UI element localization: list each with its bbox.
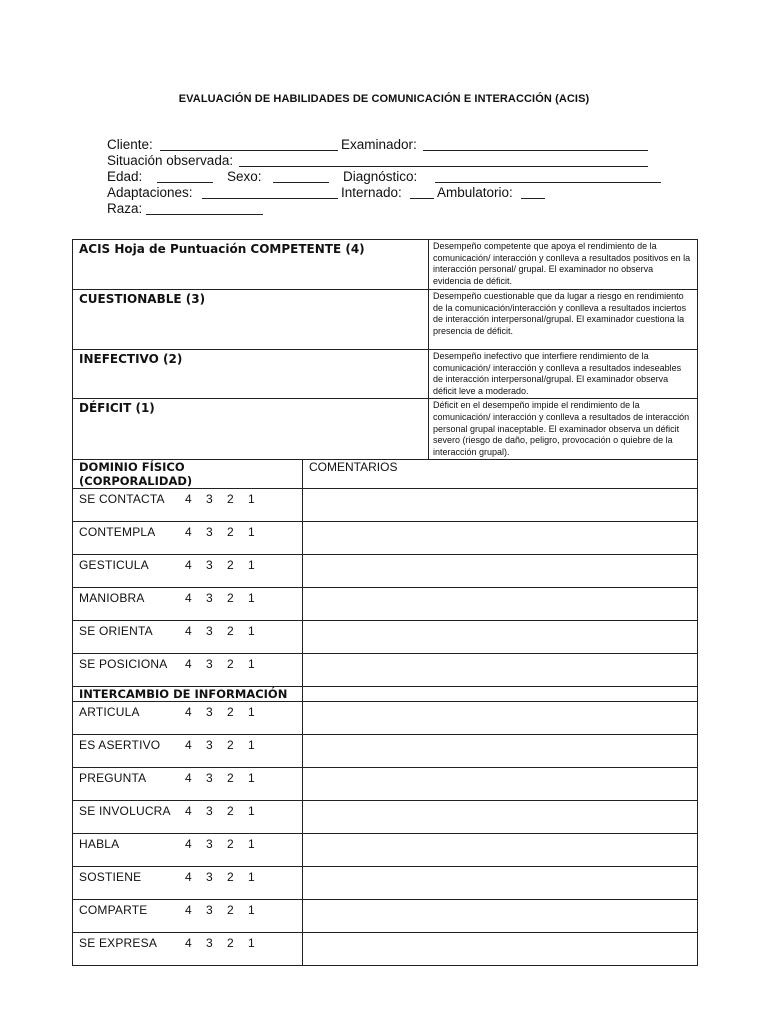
score-option[interactable]: 3	[206, 591, 213, 605]
score-option[interactable]: 4	[185, 558, 192, 572]
score-option[interactable]: 3	[206, 771, 213, 785]
edad-label: Edad:	[107, 169, 143, 184]
adaptaciones-label: Adaptaciones:	[107, 185, 193, 200]
item-name: CONTEMPLA	[79, 525, 156, 539]
item-row	[73, 867, 698, 900]
scoring-row	[73, 240, 698, 290]
score-option[interactable]: 1	[248, 771, 255, 785]
score-option[interactable]: 3	[206, 870, 213, 884]
internado-field[interactable]	[410, 198, 434, 199]
ambulatorio-label: Ambulatorio:	[437, 185, 513, 200]
items-table	[72, 459, 698, 966]
item-row	[73, 555, 698, 588]
section-header: DOMINIO FÍSICO (CORPORALIDAD)	[73, 460, 303, 489]
sexo-field[interactable]	[273, 182, 329, 183]
score-option[interactable]: 4	[185, 591, 192, 605]
comment-cell[interactable]	[303, 702, 698, 735]
score-option[interactable]: 4	[185, 870, 192, 884]
score-option[interactable]: 4	[185, 705, 192, 719]
item-row	[73, 768, 698, 801]
score-option[interactable]: 3	[206, 936, 213, 950]
score-option[interactable]: 1	[248, 705, 255, 719]
score-option[interactable]: 4	[185, 771, 192, 785]
section-header: INTERCAMBIO DE INFORMACIÓN	[73, 687, 303, 702]
ambulatorio-field[interactable]	[521, 198, 545, 199]
item-row	[73, 588, 698, 621]
comment-cell[interactable]	[303, 522, 698, 555]
score-option[interactable]: 3	[206, 837, 213, 851]
score-option[interactable]: 2	[227, 591, 234, 605]
comment-cell[interactable]	[303, 621, 698, 654]
item-cell	[73, 801, 303, 834]
item-name: PREGUNTA	[79, 771, 147, 785]
info-line-2	[107, 153, 687, 169]
section-header-row	[73, 460, 698, 489]
score-options	[185, 936, 269, 950]
score-option[interactable]: 2	[227, 525, 234, 539]
scoring-row	[73, 290, 698, 350]
scoring-description: Desempeño inefectivo que interfiere rendimiento de la comunicación/ interacción y conlleva a resultados indeseables de interacción interpersonal/grupal. El examinador observa déficit leve a moderado.	[429, 350, 698, 399]
examinador-field[interactable]	[423, 150, 648, 151]
info-line-1	[107, 137, 687, 153]
scoring-description: Déficit en el desempeño impide el rendimiento de la comunicación/ interacción y conlleva a resultados de interacción personal grupal inaceptable. El examinador observa un déficit severo (riesgo de daño, peligro, provocación o quiebre de la interacción grupal).	[429, 399, 698, 460]
item-cell	[73, 768, 303, 801]
score-option[interactable]: 3	[206, 558, 213, 572]
score-option[interactable]: 4	[185, 738, 192, 752]
score-option[interactable]: 1	[248, 804, 255, 818]
edad-field[interactable]	[157, 182, 213, 183]
diagnostico-label: Diagnóstico:	[343, 169, 418, 184]
internado-label: Internado:	[341, 185, 402, 200]
score-option[interactable]: 4	[185, 903, 192, 917]
item-cell	[73, 555, 303, 588]
comments-header: COMENTARIOS	[303, 460, 698, 489]
item-row	[73, 489, 698, 522]
scoring-row	[73, 399, 698, 460]
score-option[interactable]: 2	[227, 804, 234, 818]
score-option[interactable]: 2	[227, 492, 234, 506]
score-option[interactable]: 1	[248, 624, 255, 638]
score-option[interactable]: 1	[248, 591, 255, 605]
item-name: MANIOBRA	[79, 591, 145, 605]
item-row	[73, 621, 698, 654]
scoring-table	[72, 239, 698, 460]
score-option[interactable]: 4	[185, 837, 192, 851]
score-options	[185, 492, 269, 506]
score-options	[185, 738, 269, 752]
score-option[interactable]: 2	[227, 738, 234, 752]
score-option[interactable]: 3	[206, 705, 213, 719]
comment-cell[interactable]	[303, 900, 698, 933]
info-line-3	[107, 169, 687, 185]
item-cell	[73, 702, 303, 735]
score-option[interactable]: 4	[185, 804, 192, 818]
cliente-label: Cliente:	[107, 137, 153, 152]
examinador-label: Examinador:	[341, 137, 417, 152]
item-name: COMPARTE	[79, 903, 148, 917]
item-row	[73, 801, 698, 834]
score-option[interactable]: 4	[185, 525, 192, 539]
score-options	[185, 525, 269, 539]
adaptaciones-field[interactable]	[202, 198, 338, 199]
score-options	[185, 903, 269, 917]
item-cell	[73, 621, 303, 654]
item-row	[73, 654, 698, 687]
item-row	[73, 834, 698, 867]
raza-field[interactable]	[146, 214, 263, 215]
item-cell	[73, 933, 303, 966]
comment-cell[interactable]	[303, 555, 698, 588]
scoring-level: DÉFICIT (1)	[73, 399, 429, 460]
score-option[interactable]: 3	[206, 525, 213, 539]
score-options	[185, 705, 269, 719]
item-name: SE ORIENTA	[79, 624, 153, 638]
score-option[interactable]: 1	[248, 903, 255, 917]
score-options	[185, 804, 269, 818]
score-option[interactable]: 3	[206, 804, 213, 818]
score-option[interactable]: 3	[206, 903, 213, 917]
item-name: SE EXPRESA	[79, 936, 158, 950]
item-row	[73, 900, 698, 933]
score-option[interactable]: 1	[248, 837, 255, 851]
item-cell	[73, 867, 303, 900]
section-header-row	[73, 687, 698, 702]
item-cell	[73, 735, 303, 768]
cliente-field[interactable]	[160, 150, 338, 151]
score-options	[185, 591, 269, 605]
comment-cell[interactable]	[303, 867, 698, 900]
score-option[interactable]: 2	[227, 705, 234, 719]
score-option[interactable]: 4	[185, 624, 192, 638]
score-option[interactable]: 2	[227, 936, 234, 950]
score-option[interactable]: 3	[206, 624, 213, 638]
score-options	[185, 837, 269, 851]
item-cell	[73, 522, 303, 555]
comment-cell[interactable]	[303, 834, 698, 867]
score-option[interactable]: 1	[248, 558, 255, 572]
item-name: GESTICULA	[79, 558, 149, 572]
sexo-label: Sexo:	[227, 169, 262, 184]
score-option[interactable]: 2	[227, 657, 234, 671]
score-option[interactable]: 2	[227, 624, 234, 638]
scoring-level: INEFECTIVO (2)	[73, 350, 429, 399]
score-options	[185, 771, 269, 785]
score-option[interactable]: 2	[227, 837, 234, 851]
comment-cell[interactable]	[303, 768, 698, 801]
item-cell	[73, 900, 303, 933]
raza-label: Raza:	[107, 201, 143, 216]
score-option[interactable]: 2	[227, 870, 234, 884]
item-name: SE POSICIONA	[79, 657, 168, 671]
score-option[interactable]: 1	[248, 657, 255, 671]
info-line-4	[107, 185, 687, 201]
item-name: ES ASERTIVO	[79, 738, 161, 752]
item-cell	[73, 489, 303, 522]
item-cell	[73, 588, 303, 621]
score-option[interactable]: 4	[185, 492, 192, 506]
item-row	[73, 702, 698, 735]
situacion-label: Situación observada:	[107, 153, 234, 168]
item-name: SOSTIENE	[79, 870, 142, 884]
score-option[interactable]: 1	[248, 525, 255, 539]
score-option[interactable]: 1	[248, 492, 255, 506]
score-options	[185, 558, 269, 572]
score-option[interactable]: 4	[185, 657, 192, 671]
item-name: HABLA	[79, 837, 120, 851]
score-option[interactable]: 1	[248, 738, 255, 752]
scoring-level: ACIS Hoja de Puntuación COMPETENTE (4)	[73, 240, 429, 290]
item-row	[73, 933, 698, 966]
score-option[interactable]: 2	[227, 903, 234, 917]
situacion-field[interactable]	[239, 166, 648, 167]
item-cell	[73, 834, 303, 867]
info-line-5	[107, 201, 687, 217]
comment-cell[interactable]	[303, 654, 698, 687]
item-name: SE INVOLUCRA	[79, 804, 171, 818]
client-info	[107, 137, 687, 217]
item-row	[73, 522, 698, 555]
score-options	[185, 657, 269, 671]
score-option[interactable]: 4	[185, 936, 192, 950]
comment-cell[interactable]	[303, 588, 698, 621]
score-option[interactable]: 1	[248, 870, 255, 884]
comment-cell[interactable]	[303, 489, 698, 522]
score-options	[185, 870, 269, 884]
scoring-level: CUESTIONABLE (3)	[73, 290, 429, 350]
section-header-blank	[303, 687, 698, 702]
diagnostico-field[interactable]	[435, 182, 661, 183]
item-name: ARTICULA	[79, 705, 140, 719]
item-row	[73, 735, 698, 768]
score-option[interactable]: 2	[227, 558, 234, 572]
score-options	[185, 624, 269, 638]
score-option[interactable]: 1	[248, 936, 255, 950]
score-option[interactable]: 3	[206, 738, 213, 752]
item-name: SE CONTACTA	[79, 492, 165, 506]
scoring-description: Desempeño competente que apoya el rendimiento de la comunicación/ interacción y conlleva a resultados positivos en la interacción personal/ grupal. El examinador no observa evidencia de déficit.	[429, 240, 698, 290]
comment-cell[interactable]	[303, 735, 698, 768]
scoring-description: Desempeño cuestionable que da lugar a riesgo en rendimiento de la comunicación/interacción y conlleva a resultados inciertos de interacción interpersonal/grupal. El examinador cuestiona la presencia de déficit.	[429, 290, 698, 350]
score-option[interactable]: 3	[206, 657, 213, 671]
item-cell	[73, 654, 303, 687]
page-title: EVALUACIÓN DE HABILIDADES DE COMUNICACIÓN E INTERACCIÓN (ACIS)	[178, 93, 590, 105]
score-option[interactable]: 2	[227, 771, 234, 785]
comment-cell[interactable]	[303, 933, 698, 966]
scoring-row	[73, 350, 698, 399]
comment-cell[interactable]	[303, 801, 698, 834]
score-option[interactable]: 3	[206, 492, 213, 506]
